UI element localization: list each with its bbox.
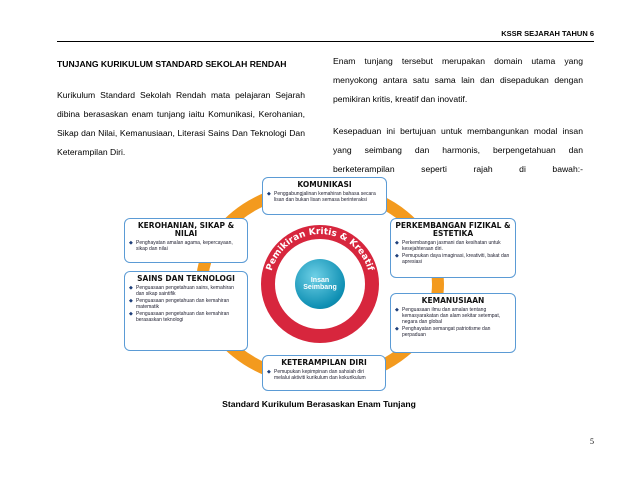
pillar-title: KEROHANIAN, SIKAP & NILAI [137, 221, 235, 238]
center-label-2: Seimbang [303, 284, 337, 291]
bullet-icon: ◆ [129, 311, 133, 317]
bullet-icon: ◆ [267, 369, 271, 375]
page-number: 5 [590, 437, 594, 446]
right-column [333, 52, 583, 179]
pillar-title: SAINS DAN TEKNOLOGI [137, 274, 235, 283]
pillar-item: ◆ Penghayatan semangat patriotisme dan perpaduan [395, 326, 491, 338]
figure-caption: Standard Kurikulum Berasaskan Enam Tunjang [222, 399, 416, 409]
left-paragraph: Kurikulum Standard Sekolah Rendah mata pelajaran Sejarah dibina berasaskan enam tunjang iaitu Komunikasi, Kerohanian, Sikap dan Nilai, Kemanusiaan, Literasi Sains Dan Teknologi Dan Keterampilan Diri. [57, 90, 305, 157]
pillar-item: ◆ Penguasaan pengetahuan sains, kemahiran dan sikap saintifik [129, 285, 234, 297]
right-paragraph-2: Kesepaduan ini bertujuan untuk membangunkan modal insan yang seimbang dan harmonis, berpengetahuan dan berketerampilan seperti rajah di bawah:- [333, 126, 583, 174]
pillar-item: ◆ Perkembangan jasmani dan kesihatan untuk kesejahteraan diri. [395, 240, 501, 252]
pillar-item: ◆ Penghayatan amalan agama, kepercayaan, sikap dan nilai [129, 240, 233, 252]
bullet-icon: ◆ [129, 298, 133, 304]
bullet-icon: ◆ [395, 307, 399, 313]
pillar-title: KEMANUSIAAN [421, 296, 485, 305]
pillar-item: ◆ Penguasaan ilmu dan amalan tentang kemasyarakatan dan alam sekitar setempat, negara dan global [395, 307, 501, 325]
pillar-item: ◆ Penguasaan pengetahuan dan kemahiran matematik [129, 298, 230, 310]
pillar-item: ◆ Penggabungjalinan kemahiran bahasa secara lisan dan bukan lisan semasa berinteraksi [267, 191, 376, 203]
bullet-icon: ◆ [129, 285, 133, 291]
center-circle [295, 259, 345, 309]
pillar-title: KOMUNIKASI [297, 180, 352, 189]
ring-text-bottom: Inovatif [299, 311, 341, 326]
header-rule [57, 41, 594, 42]
pillar-sains-teknologi [124, 271, 248, 351]
header-title: KSSR SEJARAH TAHUN 6 [501, 29, 594, 38]
six-pillars-diagram [120, 175, 520, 393]
ring-text-top: Pemikiran Kritis & Kreatif [264, 226, 376, 273]
pillar-item: ◆ Penguasaan pengetahuan dan kemahiran berasaskan teknologi [129, 311, 230, 323]
bullet-icon: ◆ [129, 240, 133, 246]
bullet-icon: ◆ [395, 253, 399, 259]
pillar-kemanusiaan [390, 293, 516, 353]
pillar-keterampilan [262, 355, 386, 391]
pillar-title: KETERAMPILAN DIRI [281, 358, 367, 367]
right-paragraph-1: Enam tunjang tersebut merupakan domain utama yang menyokong antara satu sama lain dan disepadukan dengan pemikiran kritis, kreatif dan inovatif. [333, 56, 583, 104]
section-heading: TUNJANG KURIKULUM STANDARD SEKOLAH RENDAH [57, 59, 287, 69]
pillar-perkembangan [390, 218, 516, 278]
pillar-kerohanian [124, 218, 248, 263]
left-column [57, 58, 305, 162]
bullet-icon: ◆ [267, 191, 271, 197]
center-label-1: Insan [310, 277, 330, 284]
bullet-icon: ◆ [395, 240, 399, 246]
pillar-title: PERKEMBANGAN FIZIKAL & ESTETIKA [395, 221, 511, 238]
pillar-komunikasi [262, 177, 387, 215]
bullet-icon: ◆ [395, 326, 399, 332]
pillar-item: ◆ Pemupukan daya imaginasi, kreativiti, bakat dan apresiasi [395, 253, 510, 265]
pillar-item: ◆ Pemupukan kepimpinan dan sahsiah diri melalui aktiviti kurikulum dan kokurikulum [267, 369, 366, 381]
